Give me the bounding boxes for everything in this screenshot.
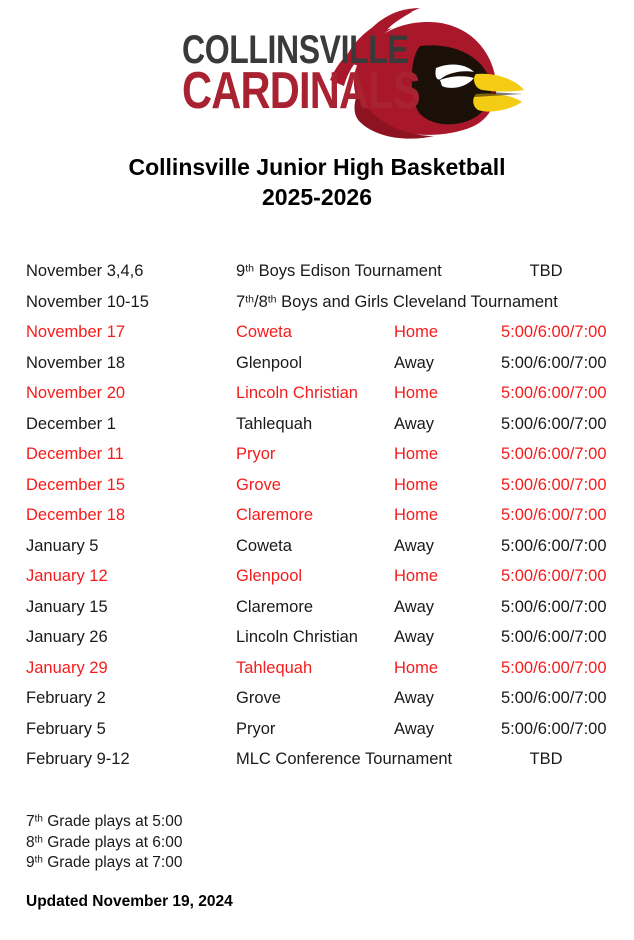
schedule-opponent: Coweta [236,536,292,555]
grade-time-notes [26,812,182,874]
schedule-date: December 11 [26,445,124,463]
schedule-opponent: Glenpool [236,353,303,372]
team-logo [0,8,634,148]
schedule-event: 7th/8th Boys and Girls Cleveland Tournament [236,292,558,311]
updated-stamp: Updated November 19, 2024 [26,893,233,910]
schedule-time: 5:00/6:00/7:00 [501,628,607,646]
schedule-time: 5:00/6:00/7:00 [501,445,607,463]
schedule-time: 5:00/6:00/7:00 [501,384,607,402]
schedule-date: January 26 [26,628,108,646]
schedule-opponent: Tahlequah [236,658,313,677]
schedule-location: Away [394,719,435,738]
schedule-date: December 15 [26,475,126,494]
schedule-date: January 15 [26,597,108,616]
schedule-time: 5:00/6:00/7:00 [501,323,607,341]
schedule-opponent: Grove [236,475,281,494]
schedule-date: January 12 [26,567,108,585]
schedule-date: November 18 [26,353,126,372]
schedule-time: 5:00/6:00/7:00 [501,536,607,555]
schedule-location: Home [394,658,439,677]
schedule-row [0,262,634,293]
schedule-opponent: Tahlequah [236,414,313,433]
grade-time-note: 7th Grade plays at 5:00 [26,813,183,830]
schedule-time: 5:00/6:00/7:00 [501,597,607,616]
schedule-date: December 18 [26,506,126,524]
logo-wordmark [182,28,479,120]
schedule-location: Home [394,567,439,585]
schedule-location: Home [394,384,439,402]
schedule-row [0,293,634,324]
schedule-table [0,262,634,781]
schedule-location: Home [394,475,439,494]
schedule-location: Away [394,689,435,707]
schedule-row [0,506,634,537]
schedule-opponent: Pryor [236,719,276,738]
schedule-time: 5:00/6:00/7:00 [501,567,607,585]
schedule-location: Away [394,597,435,616]
schedule-opponent: Lincoln Christian [236,384,358,402]
schedule-time: 5:00/6:00/7:00 [501,353,607,372]
logo-word-cardinals: CARDINALS [182,61,420,120]
schedule-event: MLC Conference Tournament [236,750,453,768]
page-title [0,152,634,213]
schedule-row [0,445,634,476]
schedule-row [0,384,634,415]
schedule-location: Home [394,323,439,341]
schedule-date: February 2 [26,689,106,707]
page-title-line2: 2025-2026 [262,184,372,211]
logo-word-collinsville: COLLINSVILLE [182,28,409,72]
schedule-location: Away [394,536,435,555]
schedule-time: TBD [529,750,563,768]
schedule-opponent: Glenpool [236,567,303,585]
schedule-row [0,567,634,598]
schedule-location: Home [394,445,439,463]
schedule-date: February 9-12 [26,750,130,768]
schedule-opponent: Lincoln Christian [236,628,358,646]
schedule-opponent: Claremore [236,506,314,524]
grade-time-note: 8th Grade plays at 6:00 [26,833,183,851]
schedule-date: January 5 [26,536,99,555]
schedule-event: 9th Boys Edison Tournament [236,262,442,280]
schedule-time: 5:00/6:00/7:00 [501,475,607,494]
schedule-time: 5:00/6:00/7:00 [501,719,607,738]
schedule-row [0,750,634,781]
schedule-row [0,628,634,659]
schedule-row [0,598,634,629]
schedule-row [0,720,634,751]
schedule-date: February 5 [26,719,106,738]
grade-time-note: 9th Grade plays at 7:00 [26,854,183,872]
schedule-row [0,537,634,568]
schedule-row [0,659,634,690]
schedule-date: December 1 [26,414,116,433]
schedule-opponent: Grove [236,689,281,707]
schedule-time: 5:00/6:00/7:00 [501,414,607,433]
schedule-row [0,323,634,354]
schedule-location: Away [394,353,435,372]
schedule-time: 5:00/6:00/7:00 [501,658,607,677]
schedule-location: Home [394,506,439,524]
schedule-opponent: Claremore [236,597,314,616]
schedule-row [0,689,634,720]
schedule-date: November 10-15 [26,292,149,311]
schedule-date: November 3,4,6 [26,262,144,280]
schedule-row [0,476,634,507]
schedule-location: Away [394,414,435,433]
schedule-date: November 17 [26,323,126,341]
schedule-row [0,415,634,446]
schedule-time: 5:00/6:00/7:00 [501,689,607,707]
schedule-location: Away [394,628,435,646]
schedule-date: January 29 [26,658,108,677]
schedule-opponent: Coweta [236,323,292,341]
schedule-time: TBD [529,262,563,280]
schedule-opponent: Pryor [236,445,276,463]
schedule-row [0,354,634,385]
schedule-date: November 20 [26,384,126,402]
schedule-time: 5:00/6:00/7:00 [501,506,607,524]
page-title-line1: Collinsville Junior High Basketball [128,154,506,180]
